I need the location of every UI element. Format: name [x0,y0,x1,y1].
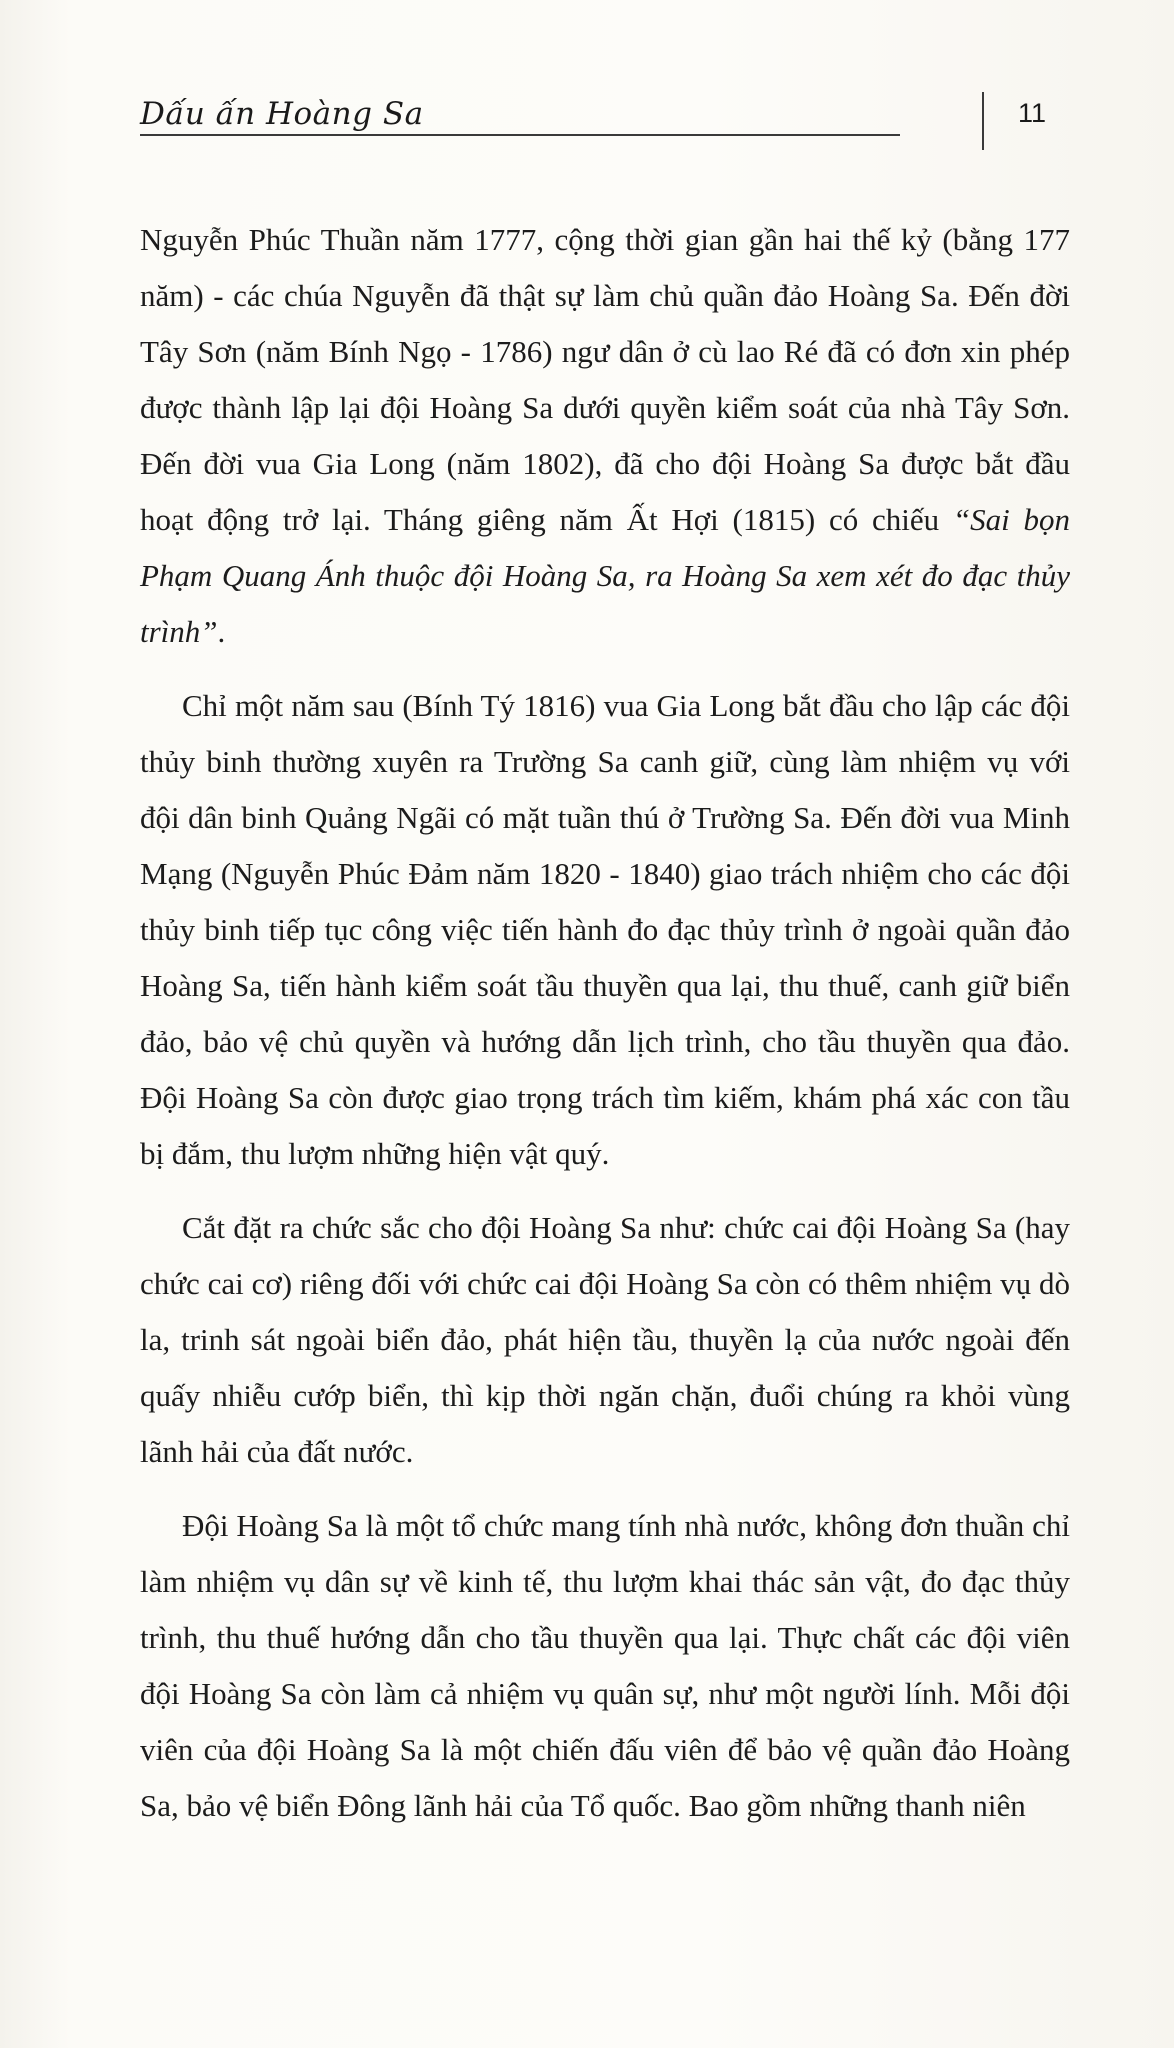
page-header [140,92,1048,152]
running-title: Dấu ấn Hoàng Sa [140,96,424,132]
paragraph-1-tail: . [217,614,226,649]
paragraph-2 [140,678,1070,1182]
paragraph-3-text: Cắt đặt ra chức sắc cho đội Hoàng Sa như: chức cai đội Hoàng Sa (hay chức cai cơ) riêng đối với chức cai đội Hoàng Sa còn có thêm nhiệm vụ dò la, trinh sát ngoài biển đảo, phát hiện tầu, thuyền lạ của nước ngoài đến quấy nhiễu cướp biển, thì kịp thời ngăn chặn, đuổi chúng ra khỏi vùng lãnh hải của đất nước. [140,1210,1070,1469]
page-number: 11 [1018,98,1047,128]
paragraph-4 [140,1498,1070,1834]
header-rule [140,134,900,136]
paragraph-1-text: Nguyễn Phúc Thuần năm 1777, cộng thời gian gần hai thế kỷ (bằng 177 năm) - các chúa Nguyễn đã thật sự làm chủ quần đảo Hoàng Sa. Đến đời Tây Sơn (năm Bính Ngọ - 1786) ngư dân ở cù lao Ré đã có đơn xin phép được thành lập lại đội Hoàng Sa dưới quyền kiểm soát của nhà Tây Sơn. Đến đời vua Gia Long (năm 1802), đã cho đội Hoàng Sa được bắt đầu hoạt động trở lại. Tháng giêng năm Ất Hợi (1815) có chiếu [140,222,1070,537]
paragraph-3 [140,1200,1070,1480]
header-divider [982,92,984,150]
body-text [140,212,1070,1852]
paragraph-4-text: Đội Hoàng Sa là một tổ chức mang tính nhà nước, không đơn thuần chỉ làm nhiệm vụ dân sự về kinh tế, thu lượm khai thác sản vật, đo đạc thủy trình, thu thuế hướng dẫn cho tầu thuyền qua lại. Thực chất các đội viên đội Hoàng Sa còn làm cả nhiệm vụ quân sự, như một người lính. Mỗi đội viên của đội Hoàng Sa là một chiến đấu viên để bảo vệ quần đảo Hoàng Sa, bảo vệ biển Đông lãnh hải của Tổ quốc. Bao gồm những thanh niên [140,1508,1070,1823]
paragraph-1 [140,212,1070,660]
paragraph-1-quote: “Sai bọn Phạm Quang Ánh thuộc đội Hoàng Sa, ra Hoàng Sa xem xét đo đạc thủy trình” [140,502,1071,649]
paragraph-2-text: Chỉ một năm sau (Bính Tý 1816) vua Gia Long bắt đầu cho lập các đội thủy binh thường xuyên ra Trường Sa canh giữ, cùng làm nhiệm vụ với đội dân binh Quảng Ngãi có mặt tuần thú ở Trường Sa. Đến đời vua Minh Mạng (Nguyễn Phúc Đảm năm 1820 - 1840) giao trách nhiệm cho các đội thủy binh tiếp tục công việc tiến hành đo đạc thủy trình ở ngoài quần đảo Hoàng Sa, tiến hành kiểm soát tầu thuyền qua lại, thu thuế, canh giữ biển đảo, bảo vệ chủ quyền và hướng dẫn lịch trình, cho tầu thuyền qua đảo. Đội Hoàng Sa còn được giao trọng trách tìm kiếm, khám phá xác con tầu bị đắm, thu lượm những hiện vật quý. [140,688,1070,1171]
